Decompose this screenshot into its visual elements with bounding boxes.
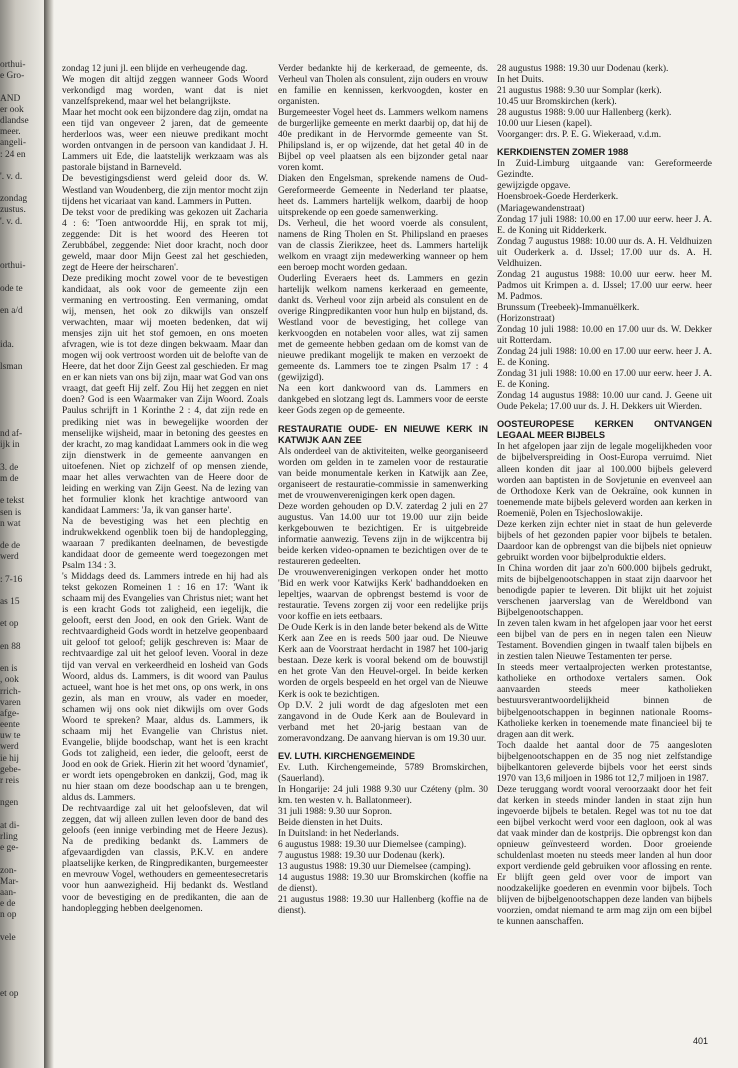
paragraph: 's Middags deed ds. Lammers intrede en hij had als tekst gekozen Romeinen 1 : 16 en 17: 'Want ik schaam mij des Evangelies van Christus niet; want het is een kracht Gods tot zaligheid, een iegelijk, die gelooft, eerst den Jood, en ook den Griek. Want de rechtvaardigheid Gods wordt in hetzelve geopenbaard uit geloof tot geloof; gelijk geschreven is: Maar de rechtvaardige zal uit het geloof leven. Vooral in deze tijd van verval en verkeerdheid en losheid van Gods Woord, aldus ds. Lammers, is dit woord van Paulus actueel, want hoe is het met ons, op ons werk, in ons gezin, als man en vrouw, als vader en moeder, schamen wij ons ook niet dikwijls om over Gods Woord te spreken? Maar, aldus ds. Lammers, ik schaam mij het Evangelie van Christus niet. Evangelie, blijde boodschap, want het is een kracht Gods tot zaligheid, een ieder, die gelooft, eerst de Jood en ook de Griek. Hierin zit het woord 'dynamiet', er wordt iets opengebroken en dankzij, God, mag ik nu hier staan om deze boodschap aan u te brengen, aldus ds. Lammers. xyxy=(62,572,268,804)
margin-fragment: uw te xyxy=(0,731,21,742)
margin-fragment: '. v. d. xyxy=(0,171,23,182)
paragraph: De bevestigingsdienst werd geleid door ds. W. Westland van Woudenberg, die zijn mentor mocht zijn tijdens het vicariaat van kand. Lammers in Putten. xyxy=(62,174,268,207)
paragraph: Deze kerken zijn echter niet in staat de hun geleverde bijbels of het gezonden papier voor bijbels te betalen. Daardoor kan de opbrengst van die bijbels niet opnieuw gebruikt worden voor bijbelproduktie elders. xyxy=(497,519,712,563)
margin-fragment xyxy=(0,228,40,239)
section-heading: RESTAURATIE OUDE- EN NIEUWE KERK IN KATWIJK AAN ZEE xyxy=(278,423,488,445)
margin-fragment: afge- xyxy=(0,708,20,719)
paragraph: Voorganger: drs. P. E. G. Wiekeraad, v.d.m. xyxy=(497,130,662,141)
margin-fragment: er ook xyxy=(0,104,24,115)
margin-fragment xyxy=(0,295,40,306)
paragraph: Verder bedankte hij de kerkeraad, de gemeente, ds. Verheul van Tholen als consulent, zijn ouders en vrouw en familie en kennissen, kerkvoogden, koster en organisten. xyxy=(278,64,488,108)
margin-fragment xyxy=(0,977,40,988)
margin-fragment xyxy=(0,250,40,261)
paragraph: Zondag 10 juli 1988: 10.00 en 17.00 uur ds. W. Dekker uit Rotterdam. xyxy=(497,325,712,347)
margin-fragment: : 24 en xyxy=(0,149,26,160)
margin-fragment: meer. xyxy=(0,127,21,138)
margin-fragment xyxy=(0,631,40,642)
margin-fragment: AND xyxy=(0,93,21,104)
margin-fragment: werd xyxy=(0,552,19,563)
paragraph: In China worden dit jaar zo'n 600.000 bijbels gedrukt, mits de bijbelgenootschappen in staat zijn daarvoor het benodigde papier te leveren. Dit blijkt uit het zojuist verschenen jaarverslag van de Wereldbond van Bijbelgenootschappen. xyxy=(497,563,712,619)
paragraph: Diaken den Engelsman, sprekende namens de Oud-Gereformeerde Gemeente in Nederland ter plaatse, heet ds. Lammers hartelijk welkom, daarbij de hoop uitsprekende op een goede samenwerking. xyxy=(278,174,488,218)
margin-fragment: et op xyxy=(0,988,19,999)
paragraph: Ds. Verheul, die het woord voerde als consulent, namens de Ring Tholen en St. Philipsland en praeses van de classis Zierikzee, heet ds. Lammers hartelijk welkom en vraagt zijn medewerking wanneer op hem een beroep mocht worden gedaan. xyxy=(278,218,488,273)
margin-fragment: en a/d xyxy=(0,306,23,317)
margin-fragment: angeli- xyxy=(0,138,27,149)
paragraph: Brunssum (Treebeek)-Immanuëlkerk. xyxy=(497,302,640,313)
margin-fragment: , ook xyxy=(0,675,19,686)
margin-fragment: de de xyxy=(0,541,21,552)
column-3 xyxy=(497,64,712,1024)
paragraph: Ouderling Everaers heet ds. Lammers en gezin hartelijk welkom namens kerkeraad en gemeente, dankt ds. Verheul voor zijn arbeid als consulent en de overige Ringpredikanten voor hun hulp en bijstand, ds. Westland voor de bevestiging, het college van kerkvoogden en notabelen voor alles, wat zij samen met de gemeente hebben gedaan om de komst van de nieuwe predikant mogelijk te maken en verzoekt de gemeente ds. Lammers toe te zingen Psalm 17 : 4 (gewijzigd). xyxy=(278,273,488,384)
margin-fragment: dlandse xyxy=(0,115,29,126)
paragraph: De rechtvaardige zal uit het geloofsleven, dat wil zeggen, dat wij alleen zullen leven door de band des geloofs (een innige verbinding met de Heere Jezus). Na de prediking bedankt ds. Lammers de afgevaardigden van classis, P.K.V. en andere plaatselijke kerken, de Ringpredikanten, burgemeester en mevrouw Vogel, wethouders en gemeentesecretaris voor hun aanwezigheid. Hij bedankt ds. Westland voor de bevestiging en de predikanten, die aan de handoplegging hebben deelgenomen. xyxy=(62,804,268,914)
margin-fragment: lsman xyxy=(0,362,23,373)
paragraph: In Zuid-Limburg uitgaande van: Gereformeerde Gezindte. xyxy=(497,159,712,181)
paragraph: Hoensbroek-Goede Herderkerk. xyxy=(497,192,619,203)
margin-fragment: varen xyxy=(0,697,21,708)
paragraph: In Duitsland: in het Nederlands. xyxy=(278,829,399,840)
margin-fragment xyxy=(0,329,40,340)
paragraph: In het afgelopen jaar zijn de legale mogelijkheden voor de bijbelverspreiding in Oost-Europa verruimd. Niet alleen konden dit jaar al 100.000 bijbels geleverd worden aan baptisten in de Sovjetunie en evenveel aan de Orthodoxe Kerk van de Oekraïne, ook kunnen in toenemende mate bijbels geleverd worden aan kerken in Roemenië, Polen en Tsjechoslowakije. xyxy=(497,442,712,519)
margin-fragment: eente xyxy=(0,720,20,731)
paragraph: zondag 12 juni jl. een blijde en verheugende dag. xyxy=(62,64,248,74)
margin-fragment: r reis xyxy=(0,776,20,786)
margin-fragment xyxy=(0,608,40,619)
paragraph: Toch daalde het aantal door de 75 aangesloten bijbelgenootschappen en de 35 nog niet zelfstandige bijbelkantoren geleverde bijbels voor het eerst sinds 1970 van 13,6 miljoen in 1986 tot 12,7 miljoen in 1987. xyxy=(497,740,712,784)
margin-fragment: zustus. xyxy=(0,205,26,216)
paragraph: gewijzigde opgave. xyxy=(497,181,571,192)
margin-fragment xyxy=(0,82,40,93)
margin-fragment: nd af- xyxy=(0,429,23,440)
column-1 xyxy=(62,64,268,1049)
paragraph: Zondag 21 augustus 1988: 10.00 uur eerw. heer M. Padmos uit Krimpen a. d. IJssel; 17.00 uur eerw. heer M. Padmos. xyxy=(497,269,712,302)
paragraph: Zondag 31 juli 1988: 10.00 en 17.00 uur eerw. heer J. A. E. de Koning. xyxy=(497,369,712,391)
margin-fragment: ode te xyxy=(0,283,23,294)
paragraph: 14 augustus 1988: 19.30 uur Bromskirchen (koffie na de dienst). xyxy=(278,873,488,895)
margin-fragment: e tekst xyxy=(0,496,25,507)
paragraph: (Horizonstraat) xyxy=(497,313,555,324)
margin-fragment: '. v. d. xyxy=(0,216,23,227)
margin-fragment xyxy=(0,586,40,597)
margin-fragment xyxy=(0,239,40,250)
margin-fragment xyxy=(0,351,40,362)
paragraph: 6 augustus 1988: 19.30 uur Diemelsee (camping). xyxy=(278,840,467,851)
margin-fragment: n wat xyxy=(0,518,21,529)
margin-fragment: e ge- xyxy=(0,843,19,854)
margin-fragment: e de xyxy=(0,899,16,910)
margin-fragment xyxy=(0,161,40,172)
margin-fragment: zondag xyxy=(0,194,28,205)
paragraph: 21 augustus 1988: 19.30 uur Hallenberg (koffie na de dienst). xyxy=(278,895,488,917)
margin-fragment: : 7-16 xyxy=(0,574,23,585)
paragraph: Op D.V. 2 juli wordt de dag afgesloten met een zangavond in de Oude Kerk aan de Boulevard in verband met het 20-jarig bestaan van de zomeravondzang. De aanvang hiervan is om 19.30 uur. xyxy=(278,700,488,744)
margin-fragment: orthui- xyxy=(0,60,26,70)
paragraph: In Hongarije: 24 juli 1988 9.30 uur Czéteny (plm. 30 km. ten westen v. h. Ballatonmeer). xyxy=(278,784,488,806)
margin-fragment: ijk in xyxy=(0,440,20,451)
margin-fragment: sen is xyxy=(0,507,22,518)
margin-fragment xyxy=(0,273,40,284)
margin-fragment xyxy=(0,955,40,966)
margin-fragment xyxy=(0,485,40,496)
paragraph: Als onderdeel van de aktiviteiten, welke georganiseerd worden om gelden in te zamelen voor de restauratie van beide monumentale kerken in Katwijk aan Zee, organiseert de restauratie-commissie in samenwerking met de vrouwenverenigingen kerk open dagen. xyxy=(278,446,488,501)
margin-fragment: gebe- xyxy=(0,764,21,775)
paragraph: Deze prediking mocht zowel voor de te bevestigen kandidaat, als ook voor de gemeente zijn een vermaning en vertroosting. Een vermaning, omdat wij, mensen, het ook zo dikwijls van onszelf verwachten, maar wij moeten bedenken, dat wij mensjes zijn uit het stof gemoen, en ons moeten afvragen, wie is tot deze dingen bekwaam. Maar dan mogen wij ook vertroost worden uit de belofte van de Heere, dat het door Zijn Geest zal geschieden. Er mag en er kan niets van ons bij zijn, maar wat God van ons vraagt, dat geeft Hij zelf. Zou Hij het zeggen en niet doen? God is een Waarmaker van Zijn Woord. Zoals Paulus schrijft in 1 Korinthe 2 : 4, dat zijn rede en prediking niet was in bewegelijke woorden der menselijke wijsheid, maar in betoning des geestes en der kracht, zo mag kandidaat Lammers ook in die weg zijn dienstwerk in de gemeente aanvangen en uitoefenen. Niet op zichzelf of op mensen ziende, maar het alles verwachten van de Heere door de leiding en werking van Zijn Geest. Na de lezing van het formulier klonk het krachtige antwoord van kandidaat Lammers: 'Ja, ik van ganser harte'. xyxy=(62,273,268,516)
margin-fragment xyxy=(0,384,40,395)
margin-fragment: m de xyxy=(0,473,19,484)
paragraph: Deze worden gehouden op D.V. zaterdag 2 juli en 27 augustus. Van 14.00 uur tot 19.00 uur zijn beide kerkgebouwen te bezichtigen. Er is uitgebreide informatie aanwezig. Tevens zijn in de wijkcentra bij beide kerken video-opnamen te bezichtigen over de te restaureren gedeelten. xyxy=(278,501,488,567)
paragraph: Deze teruggang wordt vooral veroorzaakt door het feit dat kerken in steeds minder landen in staat zijn hun ingevoerde bijbels te betalen. Regel was tot nu toe dat een bijbel verkocht werd voor een dagloon, ook al was dat vaak minder dan de kostprijs. Die opbrengst kon dan opnieuw geïnvesteerd worden. Door groeiende schuldenlast moeten nu steeds meer landen al hun door export verdiende geld gebruiken voor aflossing en rente. Er blijft geen geld over voor de import van noodzakelijke goederen en evenmin voor bijbels. Toch blijven de bijbelgenootschappen deze landen van bijbels voorzien, omdat niemand te arm mag zijn om een bijbel te kunnen aanschaffen. xyxy=(497,784,712,928)
paragraph: In het Duits. xyxy=(497,75,544,86)
margin-fragment: 3. de xyxy=(0,462,19,473)
margin-fragment xyxy=(0,810,40,821)
paragraph: We mogen dit altijd zeggen wanneer Gods Woord verkondigd mag worden, want dat is niet vanzelfsprekend, maar wel het belangrijkste. xyxy=(62,75,268,108)
section-heading: OOSTEUROPESE KERKEN ONTVANGEN LEGAAL MEER BIJBELS xyxy=(497,419,712,441)
margin-fragment: en is xyxy=(0,664,18,675)
paragraph: 28 augustus 1988: 9.00 uur Hallenberg (kerk). xyxy=(497,108,672,119)
margin-fragment xyxy=(0,944,40,955)
paragraph: 21 augustus 1988: 9.30 uur Somplar (kerk). xyxy=(497,86,662,97)
section-heading: KERKDIENSTEN ZOMER 1988 xyxy=(497,147,629,158)
paragraph: Zondag 17 juli 1988: 10.00 en 17.00 uur eerw. heer J. A. E. de Koning uit Ridderkerk. xyxy=(497,214,712,236)
margin-fragment: ida. xyxy=(0,339,14,350)
paragraph: Na de bevestiging was het een plechtig en indrukwekkend ogenblik toen bij de handoplegging, waaraan 7 predikanten deelnamen, de bevestigde kandidaat door de gemeente werd toegezongen met Psalm 134 : 3. xyxy=(62,516,268,572)
margin-fragment xyxy=(0,418,40,429)
margin-fragment xyxy=(0,563,40,574)
margin-fragment xyxy=(0,921,40,932)
page-number: 401 xyxy=(692,1036,708,1046)
margin-fragment: orthui- xyxy=(0,261,26,272)
paragraph: 10.45 uur Bromskirchen (kerk). xyxy=(497,97,617,108)
paragraph: Burgemeester Vogel heet ds. Lammers welkom namens de burgerlijke gemeente en merkt daarbij op, dat hij de 40e predikant in de Hervormde gemeente van St. Philipsland is, er op wijzende, dat het getal 40 in de Bijbel op veel plaatsen als een bijzonder getal naar voren komt. xyxy=(278,108,488,174)
paragraph: Ev. Luth. Kirchengemeinde, 5789 Bromskirchen, (Sauerland). xyxy=(278,762,488,784)
margin-fragment: n op xyxy=(0,910,17,921)
margin-fragment xyxy=(0,396,40,407)
margin-fragment: et op xyxy=(0,619,19,630)
left-margin-fragments xyxy=(0,60,40,1000)
margin-fragment xyxy=(0,452,40,463)
section-heading: EV. LUTH. KIRCHENGEMEINDE xyxy=(278,750,415,761)
margin-fragment: en 88 xyxy=(0,641,21,652)
paragraph: Zondag 24 juli 1988: 10.00 en 17.00 uur eerw. heer J. A. E. de Koning. xyxy=(497,347,712,369)
paragraph: Maar het mocht ook een bijzondere dag zijn, omdat na een tijd van ongeveer 2 jaren, dat de gemeente herderloos was, weer een nieuwe predikant mocht worden ontvangen in de persoon van kandidaat J. H. Lammers uit Ede, die laatstelijk werkzaam was als pastorale bijstand in Barneveld. xyxy=(62,108,268,174)
margin-fragment xyxy=(0,183,40,194)
paragraph: 10.00 uur Liesen (kapel). xyxy=(497,119,593,130)
paragraph: In steeds meer vertaalprojecten werken protestantse, katholieke en orthodoxe vertalers samen. Ook aanvaarden steeds meer katholieken bestuursverantwoordelijkheid binnen de bijbelgenootschappen in beginnen nationale Rooms-Katholieke kerken in toenemende mate financieel bij te dragen aan dit werk. xyxy=(497,663,712,740)
paragraph: Zondag 7 augustus 1988: 10.00 uur ds. A. H. Veldhuizen uit Ouderkerk a. d. IJssel; 17.00 uur ds. A. H. Veldhuizen. xyxy=(497,236,712,269)
paragraph: Beide diensten in het Duits. xyxy=(278,818,383,828)
margin-fragment xyxy=(0,653,40,664)
margin-fragment: as 15 xyxy=(0,597,20,607)
spine-fold xyxy=(44,0,54,1068)
paragraph: 28 augustus 1988: 19.30 uur Dodenau (kerk). xyxy=(497,64,669,74)
margin-fragment xyxy=(0,407,40,418)
paragraph: In zeven talen kwam in het afgelopen jaar voor het eerst een bijbel van de pers en in negen talen een Nieuw Testament. Bovendien gingen in twaalf talen bijbels en in zestien talen Nieuwe Testamenten ter perse. xyxy=(497,619,712,663)
margin-fragment: Mar- xyxy=(0,876,19,887)
paragraph: Na een kort dankwoord van ds. Lammers en dankgebed en slotzang legt ds. Lammers voor de eerste keer Gods zegen op de gemeente. xyxy=(278,384,488,417)
margin-fragment: ie hij xyxy=(0,753,20,764)
paragraph: (Mariagewandenstraat) xyxy=(497,203,585,214)
paragraph: 7 augustus 1988: 19.30 uur Dodenau (kerk). xyxy=(278,851,445,862)
margin-fragment: aan- xyxy=(0,887,17,898)
margin-fragment xyxy=(0,373,40,384)
margin-fragment: ngen xyxy=(0,798,19,809)
margin-fragment: rling xyxy=(0,831,18,842)
margin-fragment xyxy=(0,787,40,798)
margin-fragment: werd xyxy=(0,742,19,753)
margin-fragment xyxy=(0,317,40,328)
paragraph: 31 juli 1988: 9.30 uur Sopron. xyxy=(278,806,393,817)
paragraph: De tekst voor de prediking was gekozen uit Zacharia 4 : 6: 'Toen antwoordde Hij, en sprak tot mij, zeggende: Dit is het woord des Heeren tot Zerubbábel, zeggende: Niet door kracht, noch door geweld, maar door Mijn Geest zal het geschieden, zegt de Heere der heirscharen'. xyxy=(62,207,268,273)
paragraph: Zondag 14 augustus 1988: 10.00 uur cand. J. Geene uit Oude Pekela; 17.00 uur ds. J. H. Dekkers uit Wierden. xyxy=(497,391,712,413)
margin-fragment: e Gro- xyxy=(0,71,25,82)
margin-fragment: vele xyxy=(0,932,16,943)
margin-fragment xyxy=(0,854,40,865)
paragraph: De vrouwenverenigingen verkopen onder het motto 'Bid en werk voor Katwijks Kerk' badhanddoeken en lepeltjes, waarvan de opbrengst bestemd is voor de restauratie. Tevens zorgen zij voor een redelijke prijs voor koffie en iets eetbaars. xyxy=(278,568,488,623)
margin-fragment: zon- xyxy=(0,865,17,876)
margin-fragment xyxy=(0,966,40,977)
margin-fragment: rrich- xyxy=(0,686,21,697)
paragraph: De Oude Kerk is in den lande beter bekend als de Witte Kerk aan Zee en is reeds 500 jaar oud. De Nieuwe Kerk aan de Voorstraat herdacht in 1987 het 100-jarig bestaan. Deze kerk is vooral bekend om de bouwstijl en het grote Van den Heuvel-orgel. In beide kerken worden de orgels bespeeld en het orgel van de Nieuwe Kerk is ook te bezichtigen. xyxy=(278,623,488,700)
margin-fragment xyxy=(0,530,40,541)
paragraph: 13 augustus 1988: 19.30 uur Diemelsee (camping). xyxy=(278,862,471,873)
column-2 xyxy=(278,64,488,1049)
margin-fragment: at di- xyxy=(0,820,20,831)
